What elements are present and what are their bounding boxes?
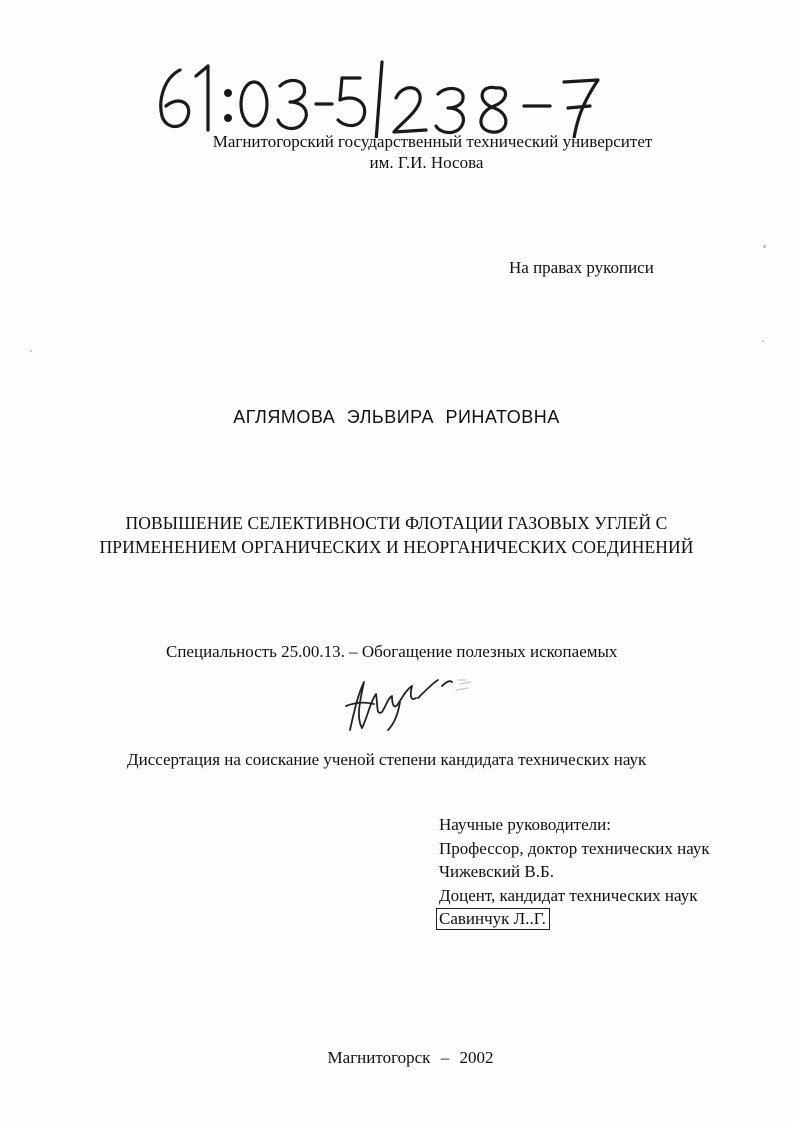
author-patronymic: РИНАТОВНА — [445, 407, 560, 427]
scan-speck — [30, 350, 32, 352]
title-line-2: ПРИМЕНЕНИЕМ ОРГАНИЧЕСКИХ И НЕОРГАНИЧЕСКИХ СОЕДИНЕНИЙ — [99, 537, 694, 557]
supervisor-1-title: Профессор, доктор технических наук — [439, 838, 710, 858]
author-surname: АГЛЯМОВА — [233, 407, 336, 427]
author-first-name: ЭЛЬВИРА — [346, 407, 434, 427]
scan-speck — [762, 340, 764, 342]
supervisors-block — [439, 813, 710, 931]
city-year-footer — [0, 1047, 793, 1069]
supervisor-2-title: Доцент, кандидат технических наук — [439, 885, 698, 905]
author-name — [0, 406, 793, 428]
year: 2002 — [459, 1048, 494, 1067]
university-name: Магнитогорский государственный технический университет — [212, 132, 653, 151]
dissertation-note: Диссертация на соискание ученой степени кандидата технических наук — [127, 750, 647, 769]
handwritten-signature — [340, 672, 490, 736]
specialty-line: Специальность 25.00.13. – Обогащение полезных ископаемых — [166, 642, 618, 661]
supervisor-1-name: Чижевский В.Б. — [439, 862, 554, 881]
supervisor-2-name: Савинчук Л..Г. — [436, 908, 550, 930]
city-name: Магнитогорск — [327, 1048, 431, 1067]
title-line-1: ПОВЫШЕНИЕ СЕЛЕКТИВНОСТИ ФЛОТАЦИИ ГАЗОВЫХ УГЛЕЙ С — [125, 513, 668, 533]
scan-speck — [763, 245, 766, 248]
city-year-dash: – — [440, 1048, 450, 1067]
handwritten-catalog-code — [150, 48, 610, 138]
dissertation-title — [0, 511, 793, 559]
supervisors-heading: Научные руководители: — [439, 815, 611, 834]
rights-notice: На правах рукописи — [509, 258, 654, 277]
university-honorific: им. Г.И. Носова — [369, 153, 484, 172]
